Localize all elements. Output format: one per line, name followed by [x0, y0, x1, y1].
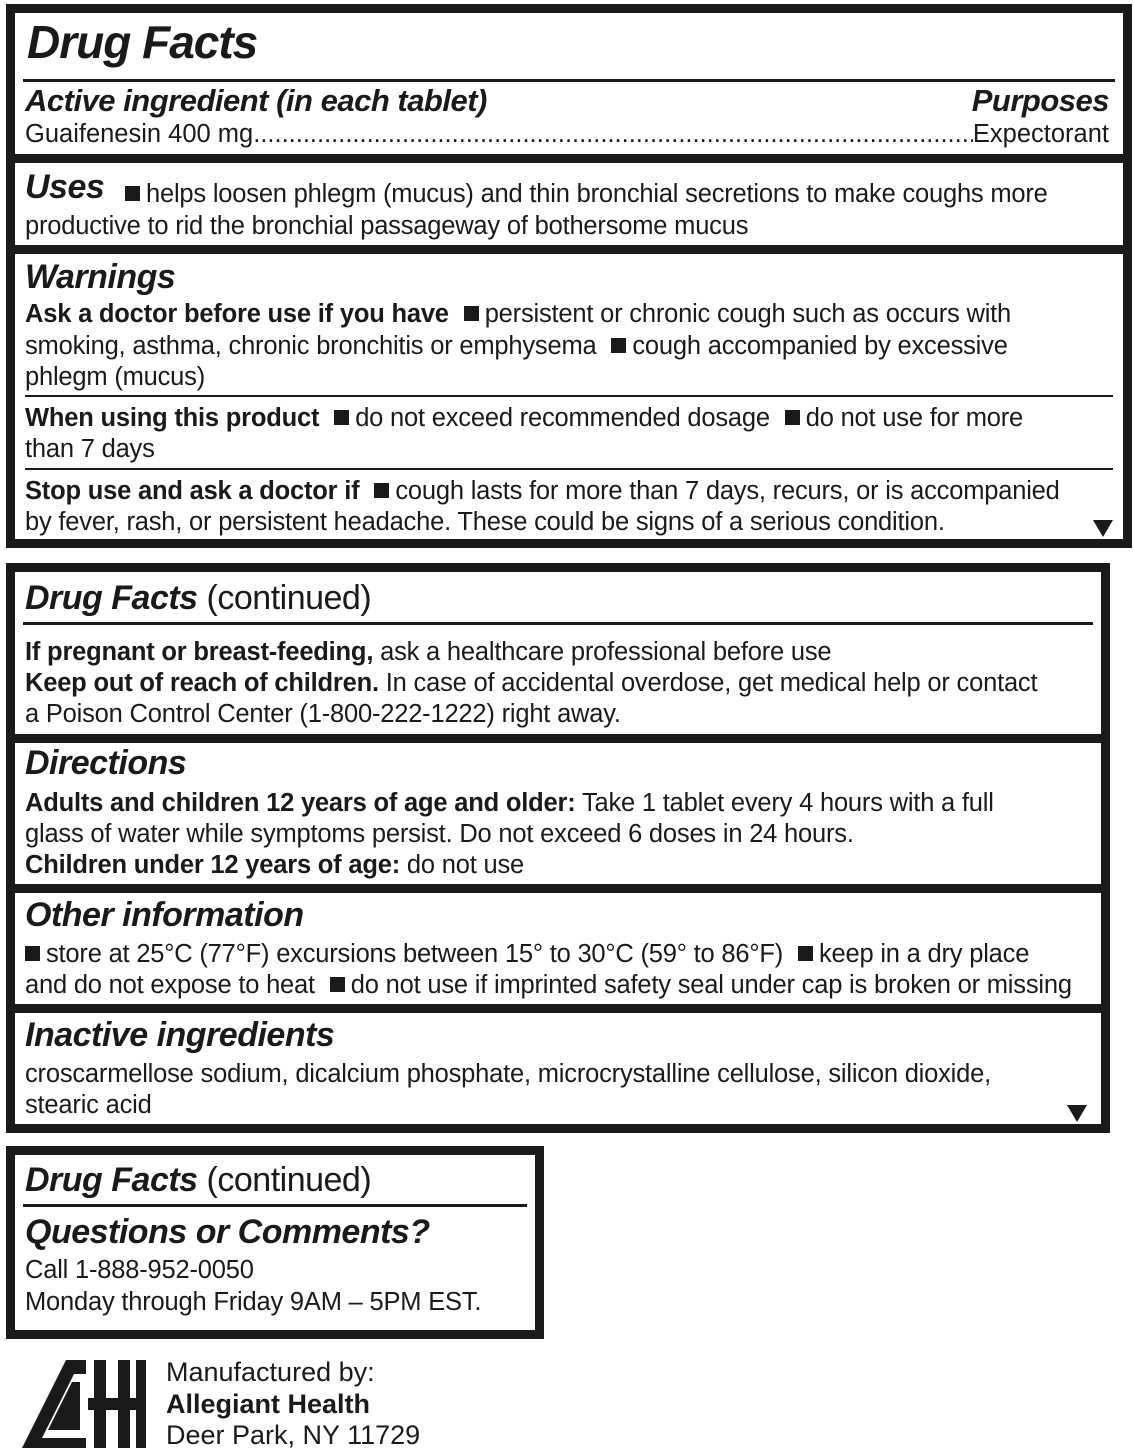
bullet-square-icon	[330, 977, 345, 992]
call-line: Call 1-888-952-0050	[25, 1256, 254, 1284]
uses-line-2: productive to rid the bronchial passageway of bothersome mucus	[25, 212, 749, 240]
continue-arrow-icon	[1093, 520, 1113, 537]
title-rule	[23, 1204, 527, 1207]
section-divider	[15, 154, 1123, 163]
bullet-square-icon	[464, 306, 479, 321]
inactive-ingredients-heading: Inactive ingredients	[25, 1016, 335, 1054]
other-info-line-1: store at 25°C (77°F) excursions between 15° to 30°C (59° to 86°F) keep in a dry place	[25, 939, 1029, 970]
purposes-heading: Purposes	[971, 83, 1109, 118]
pregnant-line: If pregnant or breast-feeding, ask a healthcare professional before use	[25, 638, 832, 666]
manufacturer-address: Deer Park, NY 11729	[166, 1420, 421, 1450]
bullet-square-icon	[25, 946, 40, 961]
continued-label: (continued)	[206, 1161, 372, 1199]
ah-logo-icon	[22, 1360, 148, 1448]
drug-facts-panel-1	[6, 4, 1132, 548]
keep-out-line-1: Keep out of reach of children. In case of accidental overdose, get medical help or contact	[25, 669, 1038, 697]
warnings-heading: Warnings	[25, 258, 176, 296]
section-divider	[15, 734, 1101, 743]
ingredient-row	[25, 120, 1109, 149]
bullet-square-icon	[785, 410, 800, 425]
leader-dots	[253, 120, 973, 149]
children-line: Children under 12 years of age: do not use	[25, 851, 524, 879]
title-rule	[23, 79, 1115, 82]
other-information-heading: Other information	[25, 896, 304, 934]
hours-line: Monday through Friday 9AM – 5PM EST.	[25, 1288, 482, 1316]
panel-title: Drug Facts	[27, 16, 258, 68]
stop-use-line-2: by fever, rash, or persistent headache. These could be signs of a serious condition.	[25, 508, 945, 536]
continued-label: (continued)	[206, 579, 372, 617]
drug-facts-panel-2	[6, 563, 1110, 1133]
active-ingredient-heading: Active ingredient (in each tablet)	[25, 83, 487, 118]
ingredient-name: Guaifenesin 400 mg	[25, 120, 254, 148]
uses-line-1: helps loosen phlegm (mucus) and thin bronchial secretions to make coughs more	[125, 179, 1048, 210]
adults-line-1: Adults and children 12 years of age and older: Take 1 tablet every 4 hours with a full	[25, 789, 994, 817]
other-info-line-2: and do not expose to heat do not use if imprinted safety seal under cap is broken or missing	[25, 971, 1072, 999]
bullet-square-icon	[125, 186, 140, 201]
bullet-square-icon	[374, 483, 389, 498]
section-divider	[15, 884, 1101, 893]
adults-line-2: glass of water while symptoms persist. Do not exceed 6 doses in 24 hours.	[25, 820, 854, 848]
bullet-square-icon	[334, 410, 349, 425]
bullet-square-icon	[611, 338, 626, 353]
ingredient-purpose: Expectorant	[972, 120, 1109, 148]
manufactured-by-label: Manufactured by:	[166, 1357, 375, 1387]
inactive-line-1: croscarmellose sodium, dicalcium phosphate, microcrystalline cellulose, silicon dioxide,	[25, 1060, 991, 1088]
ask-doctor-line-1: Ask a doctor before use if you have persistent or chronic cough such as occurs with	[25, 300, 1012, 328]
section-divider	[15, 245, 1123, 254]
continue-arrow-icon	[1067, 1105, 1087, 1122]
uses-heading: Uses	[25, 168, 105, 206]
subsection-rule	[25, 468, 1113, 470]
when-using-line-1: When using this product do not exceed recommended dosage do not use for more	[25, 404, 1024, 432]
panel-title: Drug Facts (continued)	[25, 1161, 372, 1199]
keep-out-line-2: a Poison Control Center (1-800-222-1222) right away.	[25, 700, 621, 728]
ask-doctor-line-2: smoking, asthma, chronic bronchitis or emphysema cough accompanied by excessive	[25, 332, 1008, 360]
title-rule	[23, 622, 1093, 625]
manufacturer-name: Allegiant Health	[166, 1389, 371, 1419]
bullet-square-icon	[798, 946, 813, 961]
section-divider	[15, 1004, 1101, 1013]
panel-title: Drug Facts (continued)	[25, 579, 372, 617]
drug-facts-panel-3	[6, 1146, 544, 1339]
directions-heading: Directions	[25, 744, 187, 782]
stop-use-line-1: Stop use and ask a doctor if cough lasts for more than 7 days, recurs, or is accompanied	[25, 477, 1060, 505]
when-using-line-2: than 7 days	[25, 435, 155, 463]
subsection-rule	[25, 395, 1113, 397]
questions-heading: Questions or Comments?	[25, 1213, 430, 1251]
inactive-line-2: stearic acid	[25, 1091, 152, 1119]
ask-doctor-line-3: phlegm (mucus)	[25, 363, 206, 391]
